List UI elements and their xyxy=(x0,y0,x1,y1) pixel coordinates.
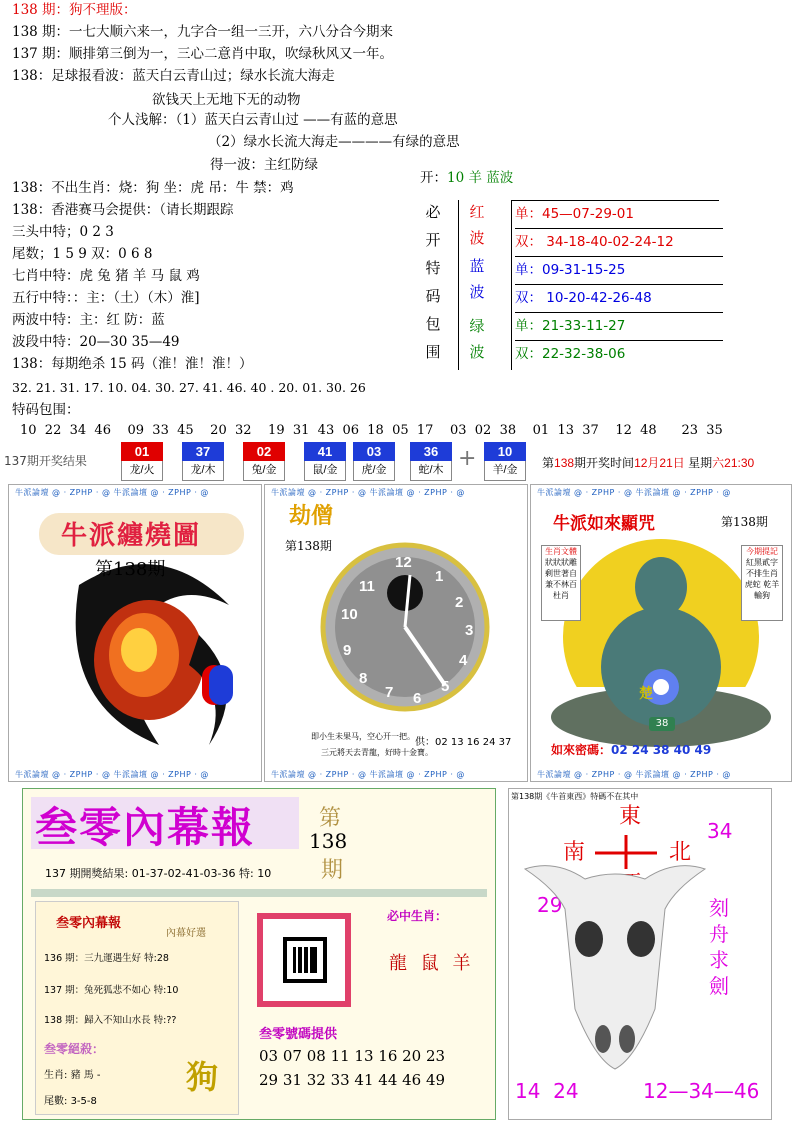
history-line: 137 期：兔死狐悲不如心 特:10 xyxy=(44,985,179,996)
ball-zodiac: 鼠/金 xyxy=(304,461,346,481)
svg-text:8: 8 xyxy=(359,670,368,687)
left-char: 围 xyxy=(425,343,441,361)
result-ball xyxy=(353,442,395,482)
north-char: 北 xyxy=(669,840,692,865)
svg-text:10: 10 xyxy=(341,606,358,623)
panel-title: 牛派如來顯咒 xyxy=(553,514,655,534)
kill-title: 叁零絕殺： xyxy=(44,1042,105,1056)
left-char: 特 xyxy=(425,259,441,277)
right-box-text: 紅黑貳字 不排生肖 虎蛇 乾羊 輸狗 xyxy=(744,558,780,600)
codes-row-1: 03 07 08 11 13 16 20 23 xyxy=(259,1047,446,1065)
panel-buddha xyxy=(530,484,792,782)
svg-text:6: 6 xyxy=(413,690,422,707)
ox-skull-icon xyxy=(515,849,715,1079)
report-title: 叁零內幕報 xyxy=(35,803,256,852)
special-ball xyxy=(484,442,526,482)
ball-number: 10 xyxy=(484,442,526,461)
result-ball xyxy=(182,442,224,482)
lower-line-0: 138：不出生肖：烧：狗 坐：虎 吊：牛 禁：鸡 xyxy=(12,180,294,196)
panel-issue: 第138期 xyxy=(95,559,166,580)
history-line: 136 期：三九運遇生好 特:28 xyxy=(44,953,169,964)
panel-title: 劫僧 xyxy=(289,503,334,529)
next-draw-info xyxy=(542,454,754,471)
lower-line-1: 138：香港赛马会提供：（请长期跟踪 xyxy=(12,202,234,218)
result-ball xyxy=(410,442,452,482)
svg-text:3: 3 xyxy=(465,622,474,639)
num-29: 29 xyxy=(537,893,563,917)
left-char: 包 xyxy=(425,315,441,333)
svg-text:7: 7 xyxy=(385,684,394,701)
ball-number: 03 xyxy=(353,442,395,461)
svg-text:4: 4 xyxy=(459,652,468,669)
caption-1: 即小生未果马，空心开一把。 xyxy=(311,732,415,741)
east-char: 東 xyxy=(619,804,642,829)
result-ball xyxy=(304,442,346,482)
open-result xyxy=(420,168,513,188)
next-mid: 期开奖时间 xyxy=(574,456,635,470)
watermark: 牛派論壇 @ · ZPHP · @ 牛派論壇 @ · ZPHP · @ xyxy=(271,770,465,779)
ball-zodiac: 虎/金 xyxy=(353,461,395,481)
watermark: 牛派論壇 @ · ZPHP · @ 牛派論壇 @ · ZPHP · @ xyxy=(271,488,465,497)
ball-number: 41 xyxy=(304,442,346,461)
result-label: 137期开奖结果 xyxy=(4,454,87,468)
buddha-code xyxy=(551,741,711,758)
caption-2: 三元將天去青龍，好時十金寶。 xyxy=(321,748,433,757)
svg-text:11: 11 xyxy=(359,578,375,595)
code-numbers: 02 24 38 40 49 xyxy=(611,743,712,757)
panel-title: 牛派纏燒圖 xyxy=(61,521,202,551)
codes-title: 叁零號碼提供 xyxy=(259,1027,338,1042)
line-football: 138：足球报看波：蓝天白云青山过；绿水长流大海走 xyxy=(12,68,335,84)
ball-number: 36 xyxy=(410,442,452,461)
wave-green xyxy=(467,316,487,362)
history-title: 叁零內幕報 xyxy=(56,916,122,931)
ball-zodiac: 兔/金 xyxy=(243,461,285,481)
clock-numbers: 供：02 13 16 24 37 xyxy=(415,737,512,748)
history-line: 138 期：歸入不知山水長 特:?? xyxy=(44,1015,177,1026)
table-row-red-even: 双： 34-18-40-02-24-12 xyxy=(515,228,723,257)
svg-text:5: 5 xyxy=(441,678,450,695)
line-138-riddle: 138 期：一七大顺六来一，九字合一组一三开，六八分合今期来 xyxy=(12,24,394,40)
explain-line-3: （2）绿水长流大海走————有绿的意思 xyxy=(208,134,460,150)
panel-clock-zodiac xyxy=(264,484,528,782)
left-char: 必 xyxy=(425,203,441,221)
side-proverb: 刻舟求劍 xyxy=(709,896,729,998)
weishu-line xyxy=(44,1092,97,1107)
lower-line-9: 32. 21. 31. 17. 10. 04. 30. 27. 41. 46. 40 . 20. 01. 30. 26 xyxy=(12,380,366,395)
clock-icon xyxy=(315,535,505,715)
table-row-red-odd: 单：45—07-29-01 xyxy=(515,200,723,229)
lower-line-10: 特码包围： xyxy=(12,402,80,418)
history-subtitle: 內幕好選 xyxy=(166,928,206,939)
watermark: 牛派論壇 @ · ZPHP · @ 牛派論壇 @ · ZPHP · @ xyxy=(15,770,209,779)
lower-line-4: 七肖中特：虎 兔 猪 羊 马 鼠 鸡 xyxy=(12,268,200,284)
special-code-table xyxy=(413,200,719,370)
ball-number: 37 xyxy=(182,442,224,461)
ball-zodiac: 龙/火 xyxy=(121,461,163,481)
svg-text:1: 1 xyxy=(435,568,444,585)
watermark: 牛派論壇 @ · ZPHP · @ 牛派論壇 @ · ZPHP · @ xyxy=(537,488,731,497)
weishu-label: 尾數: xyxy=(44,1096,68,1107)
dog-char: 狗 xyxy=(186,1058,219,1096)
table-row-blue-even: 双： 10-20-42-26-48 xyxy=(515,284,723,313)
shengxiao-label: 生肖: xyxy=(44,1070,68,1081)
next-week: 六 xyxy=(712,456,725,470)
left-box-title: 生肖文體 xyxy=(545,547,577,556)
lower-line-3: 尾数；1 5 9 双：0 6 8 xyxy=(12,246,153,262)
wave-char: 波 xyxy=(469,283,485,301)
surround-numbers: 10 22 34 46 09 33 45 20 32 19 31 43 06 18 05 17 03 02 38 01 13 37 12 48 23 35 xyxy=(20,423,723,438)
ball-zodiac: 羊/金 xyxy=(484,461,526,481)
lower-line-6: 两波中特：主：红 防：蓝 xyxy=(12,312,165,328)
next-time: 21:30 xyxy=(724,456,755,470)
badge: 38 xyxy=(649,717,675,731)
wave-char: 波 xyxy=(469,229,485,247)
ball-zodiac: 龙/木 xyxy=(182,461,224,481)
wave-char: 波 xyxy=(469,343,485,361)
right-note-box xyxy=(741,545,783,621)
history-box xyxy=(35,901,239,1115)
ball-number: 02 xyxy=(243,442,285,461)
wave-char: 红 xyxy=(469,203,485,221)
issue-label-top: 第 xyxy=(319,806,342,831)
lower-line-7: 波段中特：20—30 35—49 xyxy=(12,334,180,350)
svg-text:9: 9 xyxy=(343,642,352,659)
ball-zodiac: 蛇/木 xyxy=(410,461,452,481)
svg-text:12: 12 xyxy=(395,554,412,571)
left-box-text: 狀狀狀雕剩世著自兼不林百杜肖 xyxy=(545,558,577,600)
south-char: 南 xyxy=(563,840,586,865)
table-left-col xyxy=(423,202,443,362)
phone-card-icon xyxy=(257,913,351,1007)
bottom-left-numbers: 14 24 xyxy=(515,1079,579,1103)
explain-line-2: 个人浅解：（1）蓝天白云青山过 ——有蓝的意思 xyxy=(108,112,398,128)
table-row-blue-odd: 单：09-31-15-25 xyxy=(515,256,723,285)
sim-card-icon xyxy=(263,919,345,1001)
must-zodiac-value: 龍 鼠 羊 xyxy=(389,953,475,974)
skull-header: 第138期《牛首東西》特碼不在其中 xyxy=(511,792,639,801)
shengxiao-line xyxy=(44,1066,101,1081)
shengxiao-value: 豬 馬 - xyxy=(70,1070,101,1081)
open-value: 10 羊 蓝波 xyxy=(447,170,514,186)
issue-label-bottom: 期 xyxy=(321,858,344,883)
left-note-box xyxy=(541,545,581,621)
divider xyxy=(31,889,487,897)
explain-line-4: 得一波：主红防绿 xyxy=(210,157,318,173)
left-char: 码 xyxy=(425,287,441,305)
table-row-green-even: 双：22-32-38-06 xyxy=(515,346,626,362)
lower-line-5: 五行中特：：主：（土）（木）淮] xyxy=(12,290,200,306)
bottom-right-numbers: 12—34—46 xyxy=(643,1079,760,1103)
panel-fire-figure xyxy=(8,484,262,782)
wave-char: 蓝 xyxy=(469,257,485,275)
title-line: 138 期：狗不理版： xyxy=(12,2,137,18)
issue-number: 138 xyxy=(309,829,348,853)
panel-issue: 第138期 xyxy=(721,515,768,529)
open-label: 开： xyxy=(420,170,447,186)
panel-30-inside-report xyxy=(22,788,496,1120)
watermark: 牛派論壇 @ · ZPHP · @ 牛派論壇 @ · ZPHP · @ xyxy=(15,488,209,497)
left-char: 开 xyxy=(425,231,441,249)
next-prefix: 第 xyxy=(542,456,555,470)
svg-text:2: 2 xyxy=(455,594,464,611)
wave-red xyxy=(467,202,487,248)
panel-issue: 第138期 xyxy=(285,539,332,553)
wave-char: 绿 xyxy=(469,317,485,335)
next-issue: 138 xyxy=(554,456,575,470)
next-week-label: 星期 xyxy=(688,456,713,470)
weishu-value: 3-5-8 xyxy=(70,1096,97,1107)
result-ball xyxy=(121,442,163,482)
codes-row-2: 29 31 32 33 41 44 46 49 xyxy=(259,1071,446,1089)
table-row-green-odd: 单：21-33-11-27 xyxy=(515,312,723,341)
code-label: 如來密碼： xyxy=(551,743,612,757)
lower-line-2: 三头中特；0 2 3 xyxy=(12,224,114,240)
result-ball xyxy=(243,442,285,482)
explain-line-1: 欲钱天上无地下无的动物 xyxy=(152,92,301,108)
watermark: 牛派論壇 @ · ZPHP · @ 牛派論壇 @ · ZPHP · @ xyxy=(537,770,731,779)
num-34: 34 xyxy=(707,819,733,843)
plus-sign: + xyxy=(458,446,477,471)
wave-blue xyxy=(467,256,487,302)
ball-number: 01 xyxy=(121,442,163,461)
last-result-line: 137 期開獎結果: 01-37-02-41-03-36 特: 10 xyxy=(45,867,272,880)
right-box-title: 今期提記 xyxy=(746,547,778,556)
lower-line-8: 138：每期绝杀 15 码（淮！淮！淮！） xyxy=(12,356,253,372)
panel-ox-skull xyxy=(508,788,772,1120)
center-char: 楚 xyxy=(639,686,653,702)
line-137-riddle: 137 期：顺排第三倒为一，三心二意肖中取，吹绿秋风又一年。 xyxy=(12,46,394,62)
must-zodiac-title: 必中生肖： xyxy=(387,909,448,923)
next-date: 12月21日 xyxy=(634,456,685,470)
